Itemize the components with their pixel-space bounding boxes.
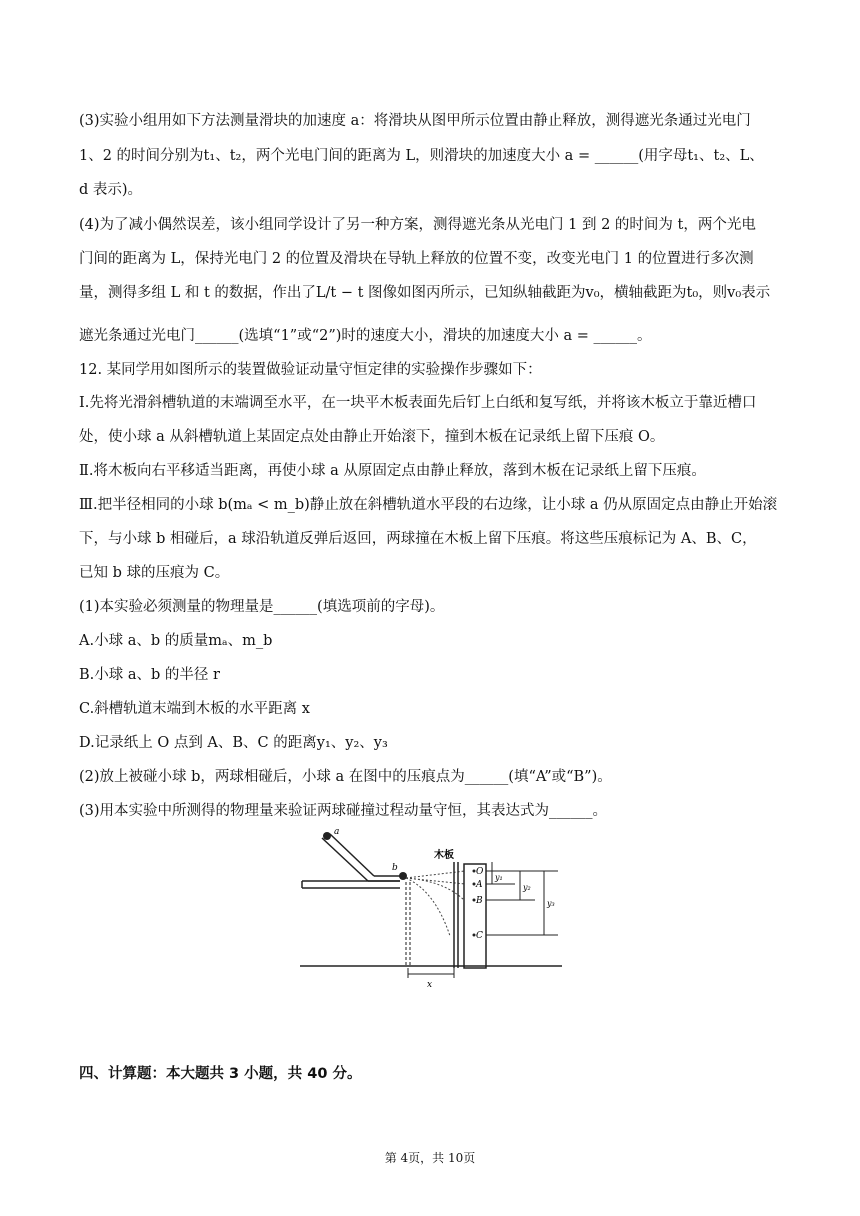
- dim-y3: y₃: [547, 899, 555, 908]
- step-1-line: 处，使小球 a 从斜槽轨道上某固定点处由静止开始滚下，撞到木板在记录纸上留下压痕 O。: [79, 429, 665, 445]
- text-line: (3)实验小组用如下方法测量滑块的加速度 a：将滑块从图甲所示位置由静止释放，测得遮光条通过光电门: [79, 113, 751, 129]
- dim-y1: y₁: [495, 873, 503, 882]
- question-part-3: (3)用本实验中所测得的物理量来验证两球碰撞过程动量守恒，其表达式为______。: [79, 803, 608, 819]
- ball-a-label: a: [334, 827, 340, 837]
- point-c: C: [476, 931, 483, 941]
- option-c: C.斜槽轨道末端到木板的水平距离 x: [79, 701, 310, 717]
- point-b: B: [476, 896, 483, 906]
- text-line: 1、2 的时间分别为t₁、t₂，两个光电门间的距离为 L，则滑块的加速度大小 a = ______(用字母t₁、t₂、L、: [79, 148, 764, 164]
- question-12-title: 12. 某同学用如图所示的装置做验证动量守恒定律的实验操作步骤如下：: [79, 362, 542, 378]
- option-a: A.小球 a、b 的质量mₐ、m_b: [79, 633, 273, 649]
- question-part-2: (2)放上被碰小球 b，两球相碰后，小球 a 在图中的压痕点为______(填“A”或“B”)。: [79, 769, 612, 785]
- text-line: 遮光条通过光电门______(选填“1”或“2”)时的速度大小，滑块的加速度大小 a = ______。: [79, 328, 652, 344]
- question-part-1: (1)本实验必须测量的物理量是______(填选项前的字母)。: [79, 599, 445, 615]
- step-2-line: Ⅱ.将木板向右平移适当距离，再使小球 a 从原固定点由静止释放，落到木板在记录纸上留下压痕。: [79, 463, 706, 479]
- ball-b: [399, 872, 407, 880]
- dim-x: x: [427, 980, 433, 990]
- ball-b-label: b: [392, 863, 398, 873]
- text-line: 量，测得多组 L 和 t 的数据，作出了L/t − t 图像如图丙所示，已知纵轴截距为v₀，横轴截距为t₀，则v₀表示: [79, 285, 771, 301]
- board-label: 木板: [434, 850, 454, 861]
- dim-y2: y₂: [523, 883, 531, 892]
- step-3-line: 下，与小球 b 相碰后，a 球沿轨道反弹后返回，两球撞在木板上留下压痕。将这些压痕标记为 A、B、C，: [79, 531, 757, 547]
- experiment-figure: [300, 826, 562, 992]
- point-a: A: [476, 880, 483, 890]
- ball-a: [323, 832, 331, 840]
- text-line: 门间的距离为 L，保持光电门 2 的位置及滑块在导轨上释放的位置不变，改变光电门 1 的位置进行多次测: [79, 251, 754, 267]
- point-o: O: [476, 867, 484, 877]
- wooden-board: [464, 864, 486, 968]
- page-footer: 第 4页，共 10页: [384, 1151, 476, 1165]
- step-3-line: 已知 b 球的压痕为 C。: [79, 565, 230, 581]
- option-b: B.小球 a、b 的半径 r: [79, 667, 220, 683]
- option-d: D.记录纸上 O 点到 A、B、C 的距离y₁、y₂、y₃: [79, 735, 388, 751]
- apparatus-diagram: [300, 826, 562, 992]
- section-title: 四、计算题：本大题共 3 小题，共 40 分。: [79, 1066, 362, 1082]
- text-line: (4)为了减小偶然误差，该小组同学设计了另一种方案，测得遮光条从光电门 1 到 2 的时间为 t，两个光电: [79, 217, 756, 233]
- step-3-line: Ⅲ.把半径相同的小球 b(mₐ < m_b)静止放在斜槽轨道水平段的右边缘，让小球 a 仍从原固定点由静止开始滚: [79, 497, 778, 513]
- text-line: d 表示)。: [79, 182, 143, 198]
- step-1-line: I.先将光滑斜槽轨道的末端调至水平，在一块平木板表面先后钉上白纸和复写纸，并将该木板立于靠近槽口: [79, 395, 757, 411]
